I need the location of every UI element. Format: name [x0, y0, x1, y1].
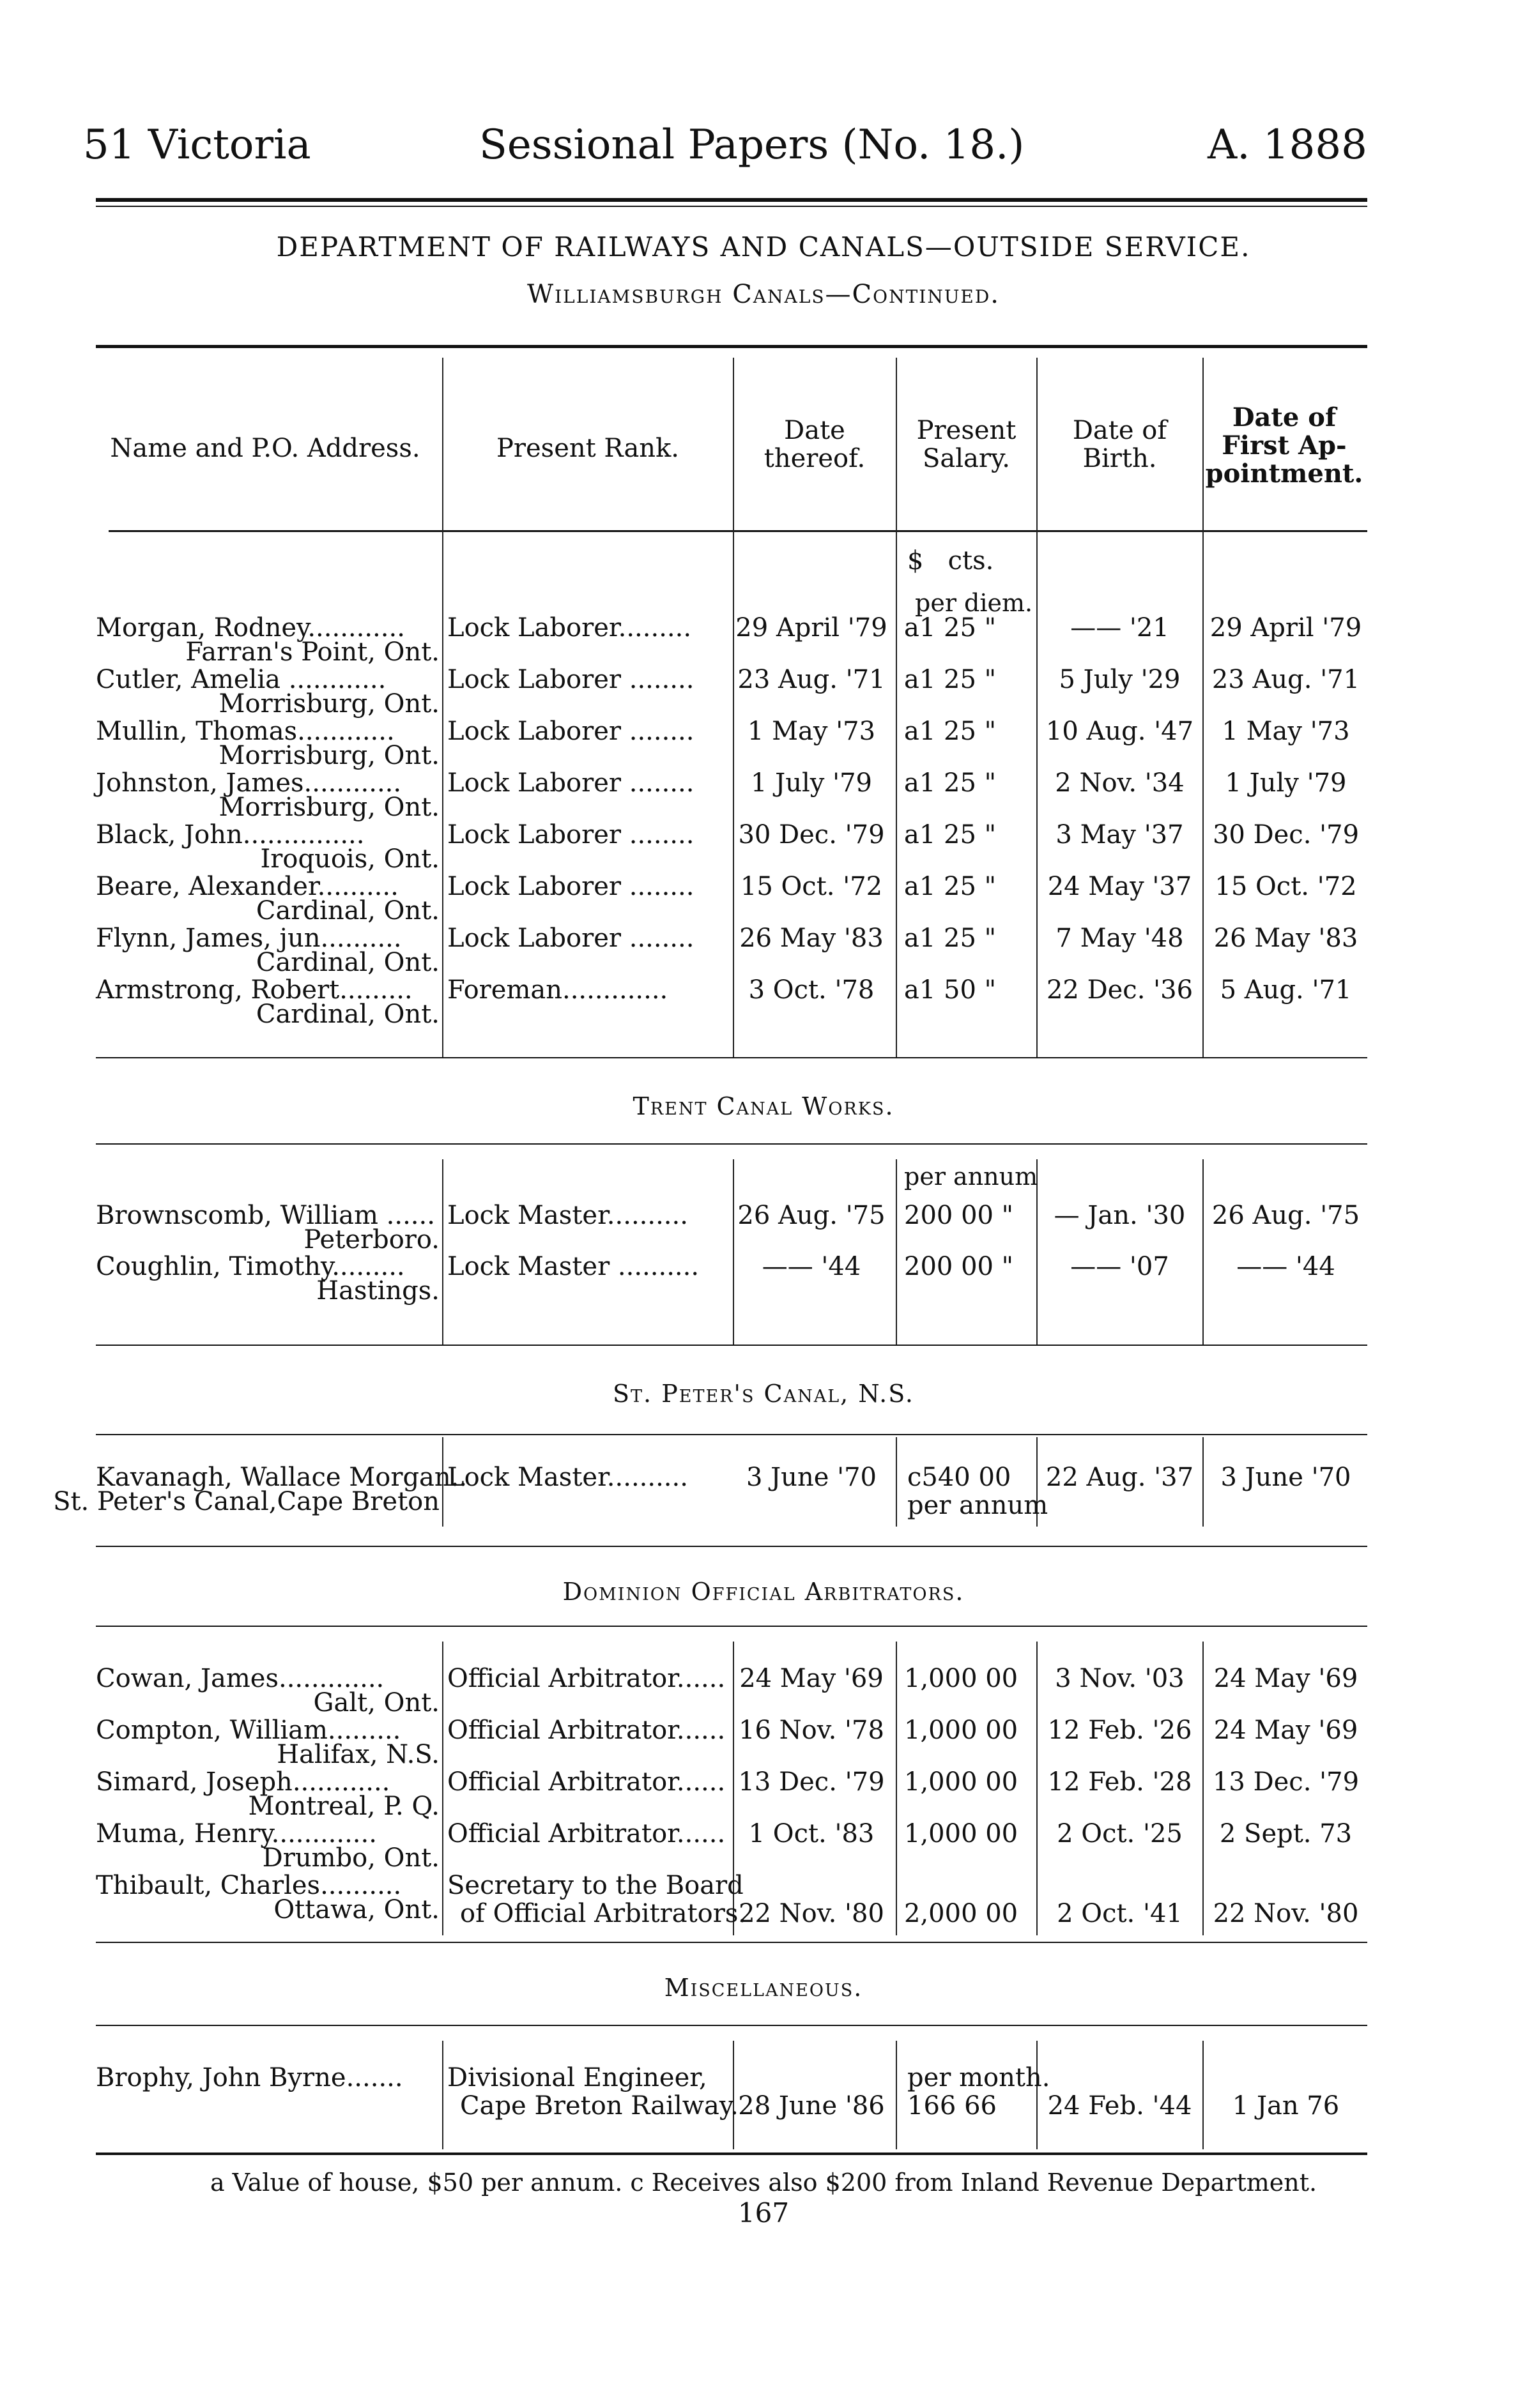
row-rank: Lock Laborer ........ — [447, 768, 694, 798]
row-birth: 22 Dec. '36 — [1046, 975, 1193, 1005]
row-address: Peterboro. — [303, 1225, 440, 1254]
col-divider — [896, 1437, 897, 1527]
unit-per-diem: per diem. — [915, 589, 1033, 617]
row-birth: —— '07 — [1070, 1252, 1169, 1281]
col-divider — [442, 1159, 443, 1345]
col-divider — [896, 2041, 897, 2149]
col-divider — [1202, 2041, 1204, 2149]
row-address: Cardinal, Ont. — [256, 896, 440, 926]
row-birth: 12 Feb. '26 — [1047, 1716, 1192, 1745]
section-rule — [96, 1626, 1367, 1627]
row-first-appointment: 2 Sept. 73 — [1219, 1819, 1353, 1848]
col-rank: Present Rank. — [496, 434, 680, 463]
col-divider — [896, 1159, 897, 1345]
col-name: Name and P.O. Address. — [110, 434, 420, 463]
row-rank: Lock Laborer ........ — [447, 717, 694, 746]
row-salary-line2: per annum — [907, 1491, 1048, 1520]
row-salary: a1 25 " — [904, 820, 997, 850]
row-rank: Official Arbitrator...... — [447, 1716, 726, 1745]
row-address: Hastings. — [316, 1276, 440, 1306]
row-birth: 22 Aug. '37 — [1045, 1463, 1194, 1492]
row-name: Johnston, James............ — [96, 768, 402, 798]
col-divider — [1202, 1437, 1204, 1527]
row-address: Montreal, P. Q. — [248, 1792, 440, 1821]
row-salary: 1,000 00 — [904, 1767, 1018, 1797]
page-number: 167 — [737, 2197, 790, 2229]
row-address: Morrisburg, Ont. — [219, 793, 440, 822]
trent-heading: Trent Canal Works. — [633, 1092, 894, 1120]
row-name: Morgan, Rodney............ — [96, 613, 405, 643]
col-divider — [733, 358, 734, 1057]
col-divider — [1202, 1159, 1204, 1345]
row-salary: 200 00 " — [904, 1252, 1014, 1281]
row-salary: a1 25 " — [904, 872, 997, 901]
row-first-appointment: 22 Nov. '80 — [1213, 1899, 1359, 1928]
row-salary: a1 25 " — [904, 613, 997, 643]
row-birth: 5 July '29 — [1059, 665, 1181, 694]
col-divider — [896, 1642, 897, 1935]
row-address: Morrisburg, Ont. — [219, 689, 440, 719]
row-name: Mullin, Thomas............ — [96, 717, 395, 746]
row-date: 23 Aug. '71 — [737, 665, 886, 694]
row-name: Coughlin, Timothy......... — [96, 1252, 405, 1281]
row-rank: Official Arbitrator...... — [447, 1819, 726, 1848]
row-date: 26 May '83 — [739, 924, 884, 953]
row-date: 24 May '69 — [739, 1664, 884, 1693]
footnote: a Value of house, $50 per annum. c Receives also $200 from Inland Revenue Department. — [210, 2168, 1317, 2197]
row-first-appointment: 13 Dec. '79 — [1212, 1767, 1360, 1797]
row-rank: Lock Master .......... — [447, 1252, 700, 1281]
trent-unit: per annum — [904, 1162, 1038, 1191]
col-divider — [442, 1642, 443, 1935]
row-birth: 12 Feb. '28 — [1047, 1767, 1192, 1797]
page-subtitle: Williamsburgh Canals—Continued. — [526, 280, 1001, 309]
section-rule — [96, 1546, 1367, 1547]
row-date: 16 Nov. '78 — [739, 1716, 884, 1745]
row-date: 15 Oct. '72 — [740, 872, 883, 901]
row-salary: 1,000 00 — [904, 1664, 1018, 1693]
col-divider — [442, 358, 443, 1057]
row-birth: 3 May '37 — [1055, 820, 1184, 850]
row-birth: 2 Nov. '34 — [1055, 768, 1185, 798]
col-divider — [442, 2041, 443, 2149]
header-rule-thin — [96, 206, 1367, 207]
row-first-appointment: —— '44 — [1236, 1252, 1335, 1281]
col-divider — [1202, 1642, 1204, 1935]
row-birth: 2 Oct. '41 — [1057, 1899, 1183, 1928]
row-name: Flynn, James, jun.......... — [96, 924, 402, 953]
row-salary: per month. — [907, 2063, 1050, 2092]
section-rule — [96, 1942, 1367, 1943]
row-rank: Lock Master.......... — [447, 1201, 688, 1230]
row-birth: 2 Oct. '25 — [1057, 1819, 1183, 1848]
row-address: Drumbo, Ont. — [262, 1843, 440, 1873]
col-divider — [733, 1159, 734, 1345]
row-first-appointment: 23 Aug. '71 — [1211, 665, 1360, 694]
row-rank: Lock Laborer ........ — [447, 665, 694, 694]
misc-heading: Miscellaneous. — [664, 1974, 863, 2002]
row-salary: 2,000 00 — [904, 1899, 1018, 1928]
row-address: Morrisburg, Ont. — [219, 741, 440, 770]
row-rank: Official Arbitrator...... — [447, 1664, 726, 1693]
row-salary: 200 00 " — [904, 1201, 1014, 1230]
row-date: 13 Dec. '79 — [738, 1767, 885, 1797]
section-rule — [96, 1345, 1367, 1346]
header-bottom-rule — [109, 530, 1367, 532]
row-salary: a1 25 " — [904, 924, 997, 953]
row-rank: Foreman............. — [447, 975, 668, 1005]
section-rule — [96, 1057, 1367, 1058]
row-date: —— '44 — [762, 1252, 861, 1281]
row-rank: Secretary to the Board — [447, 1871, 744, 1900]
row-birth: 24 May '37 — [1047, 872, 1192, 901]
row-salary: a1 50 " — [904, 975, 997, 1005]
header-right: A. 1888 — [1208, 121, 1367, 169]
table-bottom-rule — [96, 2153, 1367, 2155]
row-name: Simard, Joseph............ — [96, 1767, 390, 1797]
row-name: Brownscomb, William ...... — [96, 1201, 435, 1230]
col-salary: Present Salary. — [916, 416, 1017, 473]
row-rank: Lock Master.......... — [447, 1463, 688, 1492]
row-name: Cowan, James............. — [96, 1664, 385, 1693]
row-name: Kavanagh, Wallace Morgan.. — [96, 1463, 468, 1492]
col-birth: Date of Birth. — [1072, 416, 1167, 473]
row-salary: 1,000 00 — [904, 1716, 1018, 1745]
row-first-appointment: 26 May '83 — [1213, 924, 1358, 953]
row-date: 1 May '73 — [747, 717, 876, 746]
col-divider — [1036, 358, 1038, 1057]
row-rank-line2: Cape Breton Railway. — [460, 2091, 739, 2121]
row-birth: 24 Feb. '44 — [1047, 2091, 1192, 2121]
row-birth: —— '21 — [1070, 613, 1169, 643]
row-salary: 1,000 00 — [904, 1819, 1018, 1848]
row-address: Iroquois, Ont. — [260, 844, 440, 874]
row-salary: a1 25 " — [904, 768, 997, 798]
row-name: Beare, Alexander.......... — [96, 872, 399, 901]
section-rule — [96, 1434, 1367, 1435]
row-first-appointment: 1 July '79 — [1225, 768, 1347, 798]
section-rule — [96, 1143, 1367, 1145]
row-date: 3 Oct. '78 — [748, 975, 875, 1005]
row-rank: Lock Laborer ........ — [447, 924, 694, 953]
col-divider — [1202, 358, 1204, 1057]
header-rule — [96, 198, 1367, 202]
row-first-appointment: 29 April '79 — [1209, 613, 1362, 643]
table-top-rule — [96, 345, 1367, 348]
row-first-appointment: 30 Dec. '79 — [1212, 820, 1360, 850]
row-first-appointment: 1 Jan 76 — [1232, 2091, 1340, 2121]
row-address: St. Peter's Canal,Cape Breton — [53, 1487, 440, 1516]
row-birth: 7 May '48 — [1055, 924, 1184, 953]
row-rank: Lock Laborer......... — [447, 613, 692, 643]
col-divider — [1036, 2041, 1038, 2149]
row-salary: a1 25 " — [904, 665, 997, 694]
row-name: Brophy, John Byrne....... — [96, 2063, 403, 2092]
row-salary: c540 00 — [907, 1463, 1011, 1492]
header-left: 51 Victoria — [83, 121, 311, 169]
row-birth: 10 Aug. '47 — [1045, 717, 1194, 746]
row-rank: Official Arbitrator...... — [447, 1767, 726, 1797]
row-name: Cutler, Amelia ............ — [96, 665, 387, 694]
row-date: 26 Aug. '75 — [737, 1201, 886, 1230]
stpeters-heading: St. Peter's Canal, N.S. — [613, 1380, 914, 1408]
page-title: DEPARTMENT OF RAILWAYS AND CANALS—OUTSIDE SERVICE. — [276, 231, 1251, 263]
row-first-appointment: 26 Aug. '75 — [1211, 1201, 1360, 1230]
row-name: Black, John............... — [96, 820, 365, 850]
row-date: 28 June '86 — [738, 2091, 885, 2121]
header-center: Sessional Papers (No. 18.) — [479, 121, 1025, 169]
row-address: Ottawa, Ont. — [273, 1895, 440, 1924]
row-date: 22 Nov. '80 — [739, 1899, 884, 1928]
col-divider — [1036, 1642, 1038, 1935]
row-address: Cardinal, Ont. — [256, 948, 440, 977]
row-address: Cardinal, Ont. — [256, 1000, 440, 1029]
unit-dollars: $ cts. — [907, 546, 994, 575]
row-name: Compton, William......... — [96, 1716, 401, 1745]
section-rule — [96, 2025, 1367, 2026]
row-address: Halifax, N.S. — [277, 1740, 440, 1769]
row-name: Armstrong, Robert......... — [96, 975, 413, 1005]
row-date: 3 June '70 — [746, 1463, 877, 1492]
row-name: Muma, Henry............. — [96, 1819, 377, 1848]
arbitrators-heading: Dominion Official Arbitrators. — [562, 1578, 965, 1606]
row-address: Galt, Ont. — [313, 1688, 440, 1718]
row-date: 29 April '79 — [735, 613, 887, 643]
row-date: 1 July '79 — [751, 768, 872, 798]
row-first-appointment: 5 Aug. '71 — [1220, 975, 1352, 1005]
row-first-appointment: 24 May '69 — [1213, 1664, 1358, 1693]
row-birth: — Jan. '30 — [1054, 1201, 1186, 1230]
col-divider — [896, 358, 897, 1057]
row-birth: 3 Nov. '03 — [1055, 1664, 1185, 1693]
row-date: 1 Oct. '83 — [748, 1819, 875, 1848]
row-address: Farran's Point, Ont. — [185, 637, 440, 667]
row-salary-line2: 166 66 — [907, 2091, 997, 2121]
row-rank: Divisional Engineer, — [447, 2063, 707, 2092]
row-rank: Lock Laborer ........ — [447, 820, 694, 850]
col-date: Date thereof. — [764, 416, 866, 473]
col-first-appointment: Date of First Ap- pointment. — [1205, 402, 1363, 489]
row-date: 30 Dec. '79 — [738, 820, 885, 850]
row-first-appointment: 3 June '70 — [1220, 1463, 1351, 1492]
row-rank-line2: of Official Arbitrators. — [460, 1899, 747, 1928]
row-name: Thibault, Charles.......... — [96, 1871, 402, 1900]
row-rank: Lock Laborer ........ — [447, 872, 694, 901]
row-first-appointment: 24 May '69 — [1213, 1716, 1358, 1745]
row-first-appointment: 15 Oct. '72 — [1215, 872, 1357, 901]
row-salary: a1 25 " — [904, 717, 997, 746]
row-first-appointment: 1 May '73 — [1222, 717, 1350, 746]
